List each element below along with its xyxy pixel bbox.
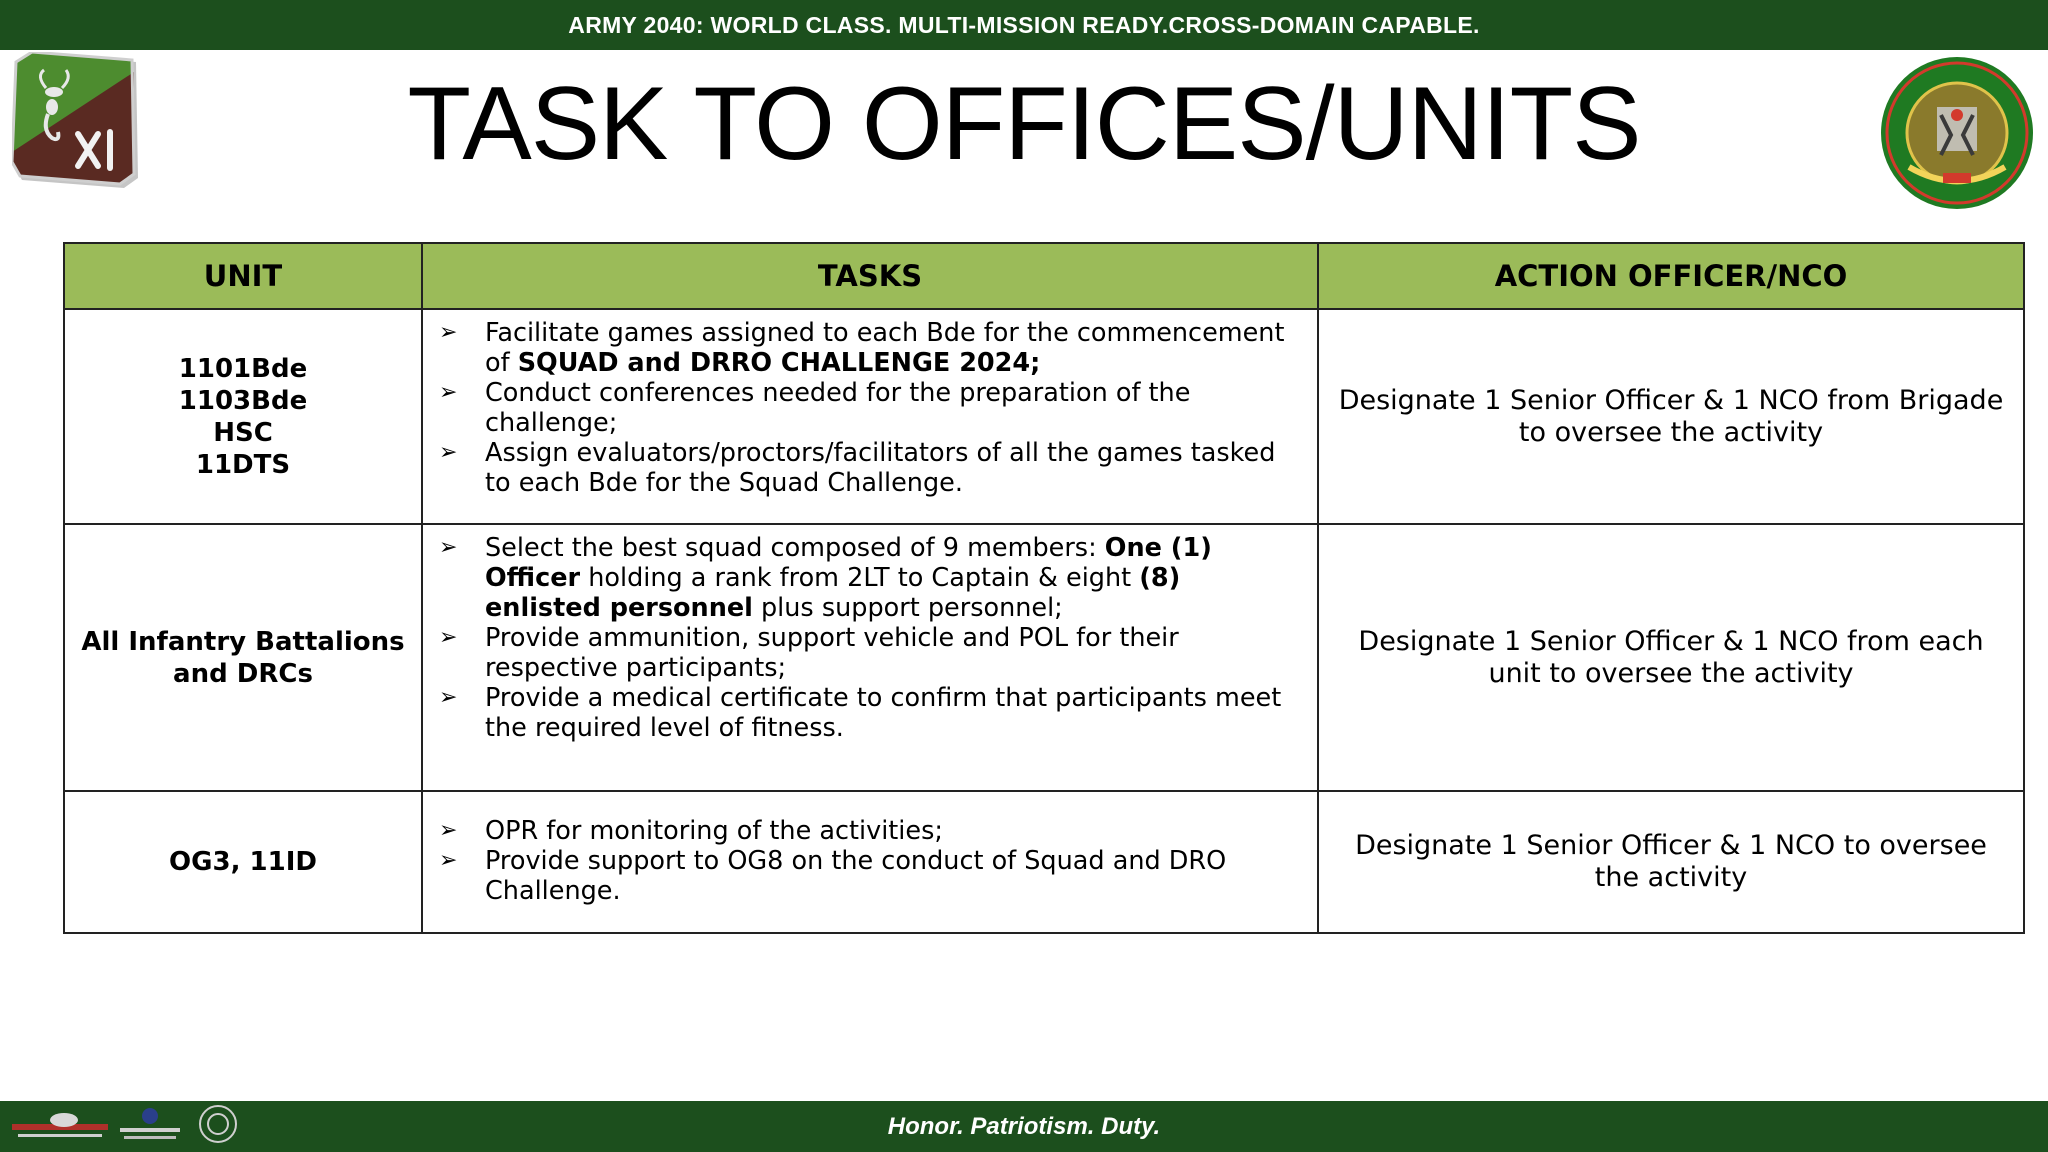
task-text: Provide support to OG8 on the conduct of Squad and DRO Challenge. xyxy=(485,846,1227,906)
page-title: TASK TO OFFICES/UNITS xyxy=(407,66,1641,182)
table-header-row xyxy=(64,243,2024,309)
unit-cell xyxy=(64,791,422,933)
task-item xyxy=(439,816,1299,846)
task-text: Provide a medical certificate to confirm that participants meet the required level of fitness. xyxy=(485,683,1282,743)
task-text: Assign evaluators/proctors/facilitators of all the games tasked to each Bde for the Squad Challenge. xyxy=(485,438,1276,498)
arrow-bullet-icon: ➢ xyxy=(439,848,458,873)
task-text-bold: SQUAD and DRRO CHALLENGE 2024; xyxy=(517,348,1041,378)
task-text: Conduct conferences needed for the preparation of the challenge; xyxy=(485,378,1191,438)
task-text: Facilitate games assigned to each Bde for the commencement of xyxy=(485,318,1285,378)
task-text-bold: (8) enlisted personnel xyxy=(485,563,1181,623)
task-item xyxy=(439,846,1299,906)
unit-cell xyxy=(64,309,422,524)
task-text-bold: One (1) Officer xyxy=(485,533,1212,593)
action-cell: Designate 1 Senior Officer & 1 NCO to oversee the activity xyxy=(1318,791,2024,933)
task-text: Provide ammunition, support vehicle and POL for their respective participants; xyxy=(485,623,1179,683)
arrow-bullet-icon: ➢ xyxy=(439,320,458,345)
governance-logo-icon xyxy=(120,1108,180,1139)
unit-name: 1101Bde xyxy=(178,353,308,384)
task-item xyxy=(439,378,1299,438)
unit-name: 1103Bde xyxy=(178,385,308,416)
task-item xyxy=(439,318,1299,378)
og-seal-icon xyxy=(1879,55,2035,211)
army-logo-icon xyxy=(12,1113,108,1137)
footer-motto: Honor. Patriotism. Duty. xyxy=(887,1112,1161,1140)
task-list xyxy=(439,816,1299,906)
arrow-bullet-icon: ➢ xyxy=(439,818,458,843)
table-row xyxy=(64,524,2024,791)
task-item xyxy=(439,533,1299,623)
footer-logos xyxy=(8,1102,248,1150)
task-text: OPR for monitoring of the activities; xyxy=(485,816,943,846)
table-row xyxy=(64,791,2024,933)
tasks-cell xyxy=(422,524,1318,791)
tasks-cell xyxy=(422,791,1318,933)
arrow-bullet-icon: ➢ xyxy=(439,625,458,650)
unit-cell xyxy=(64,524,422,791)
task-item xyxy=(439,623,1299,683)
column-header-unit: UNIT xyxy=(64,243,422,309)
unit-name: HSC xyxy=(213,417,273,448)
task-table xyxy=(63,242,2025,934)
task-list xyxy=(439,533,1299,743)
arrow-bullet-icon: ➢ xyxy=(439,535,458,560)
task-text: Select the best squad composed of 9 members: xyxy=(485,533,1105,563)
unit-seal-icon xyxy=(200,1106,236,1142)
bottom-banner xyxy=(0,1101,2048,1152)
tasks-cell xyxy=(422,309,1318,524)
banner-motto: ARMY 2040: WORLD CLASS. MULTI-MISSION READY.CROSS-DOMAIN CAPABLE. xyxy=(568,11,1480,38)
arrow-bullet-icon: ➢ xyxy=(439,685,458,710)
task-item xyxy=(439,683,1299,743)
unit-name: OG3, 11ID xyxy=(169,847,317,877)
action-cell: Designate 1 Senior Officer & 1 NCO from Brigade to oversee the activity xyxy=(1318,309,2024,524)
task-text: plus support personnel; xyxy=(752,593,1063,623)
task-text: holding a rank from 2LT to Captain & eight xyxy=(580,563,1140,593)
top-banner xyxy=(0,0,2048,50)
column-header-tasks: TASKS xyxy=(422,243,1318,309)
action-cell: Designate 1 Senior Officer & 1 NCO from each unit to oversee the activity xyxy=(1318,524,2024,791)
unit-name: 11DTS xyxy=(195,449,291,480)
arrow-bullet-icon: ➢ xyxy=(439,440,458,465)
unit-name: and DRCs xyxy=(173,658,313,689)
task-list xyxy=(439,318,1299,498)
arrow-bullet-icon: ➢ xyxy=(439,380,458,405)
unit-name: All Infantry Battalions xyxy=(81,626,405,657)
table-row xyxy=(64,309,2024,524)
column-header-action: ACTION OFFICER/NCO xyxy=(1318,243,2024,309)
task-item xyxy=(439,438,1299,498)
